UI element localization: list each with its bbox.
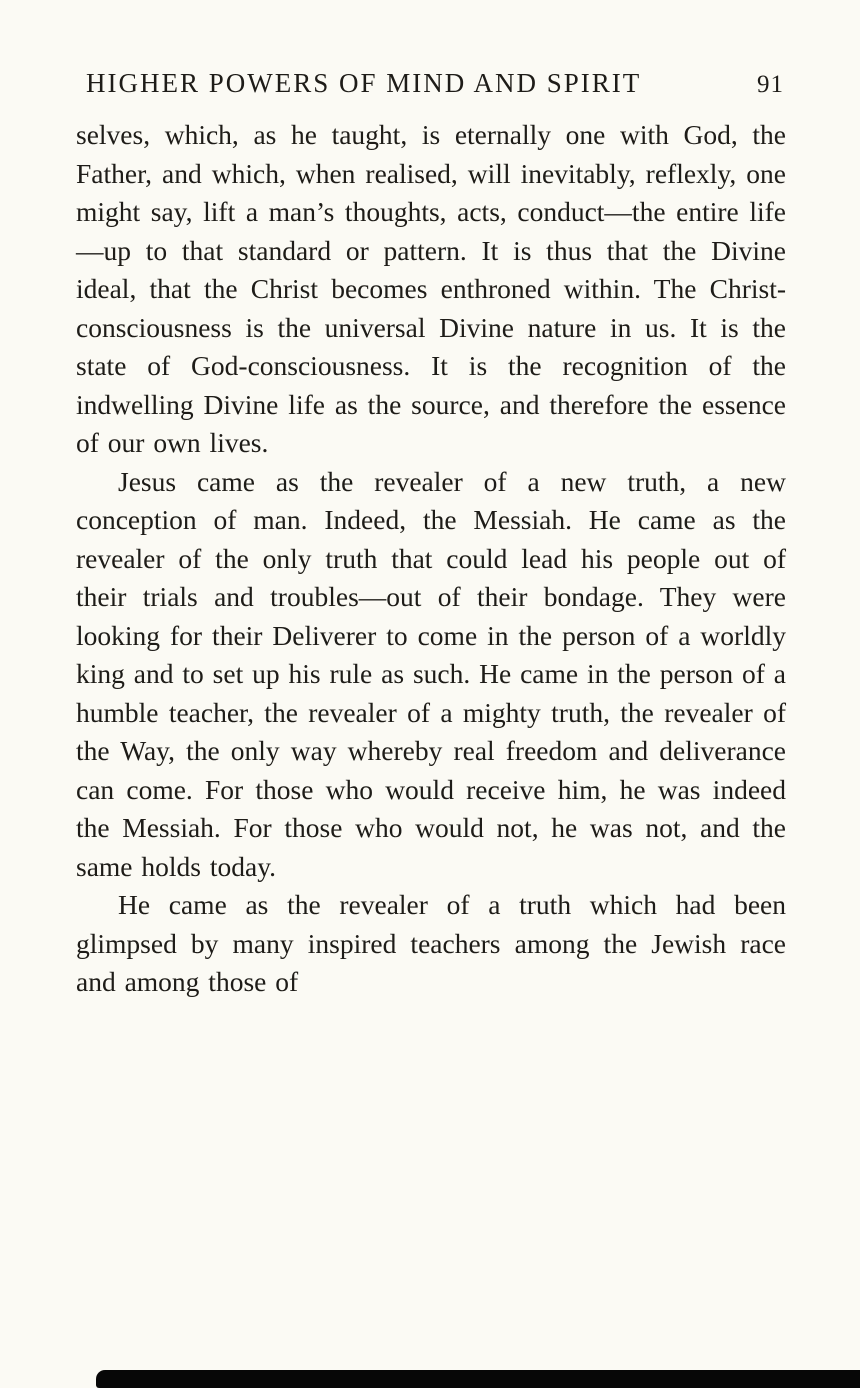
header-title: HIGHER POWERS OF MIND AND SPIRIT — [86, 68, 642, 98]
text-block — [76, 116, 786, 1002]
paragraph-1: selves, which, as he taught, is eternally one with God, the Father, and which, when realised, will inevitably, reflexly, one might say, lift a man’s thoughts, acts, conduct—the entire life—up to that standard or pattern. It is thus that the Divine ideal, that the Christ becomes enthroned within. The Christ-consciousness is the universal Divine nature in us. It is the state of God-consciousness. It is the recognition of the indwelling Divine life as the source, and therefore the essence of our own lives. — [76, 119, 786, 458]
paragraph-2: Jesus came as the revealer of a new truth, a new conception of man. Indeed, the Messiah. He came as the revealer of the only truth that could lead his people out of their trials and troubles—out of their bondage. They were looking for their Deliverer to come in the person of a worldly king and to set up his rule as such. He came in the person of a humble teacher, the revealer of a mighty truth, the revealer of the Way, the only way whereby real freedom and deliverance can come. For those who would receive him, he was indeed the Messiah. For those who would not, he was not, and the same holds today. — [76, 465, 786, 882]
scan-edge-artifact — [96, 1370, 860, 1388]
page-number: 91 — [757, 71, 784, 98]
paragraph-3: He came as the revealer of a truth which had been glimpsed by many inspired teachers among the Jewish race and among those of — [76, 889, 786, 997]
running-header — [76, 68, 786, 99]
